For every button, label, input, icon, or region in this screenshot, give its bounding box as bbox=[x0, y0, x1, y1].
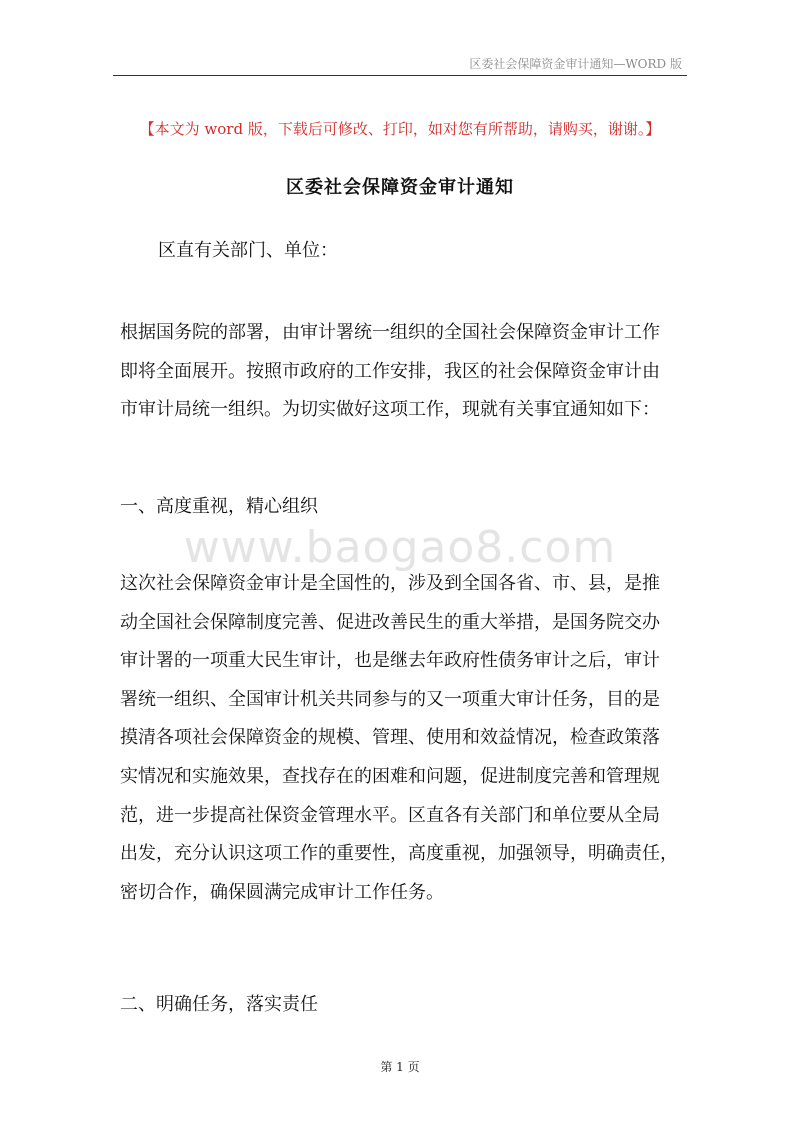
paragraph-line: 根据国务院的部署，由审计署统一组织的全国社会保障资金审计工作 bbox=[120, 322, 660, 343]
paragraph-line: 密切合作，确保圆满完成审计工作任务。 bbox=[120, 881, 444, 903]
paragraph-line: 出发，充分认识这项工作的重要性，高度重视，加强领导，明确责任， bbox=[120, 843, 678, 865]
salutation: 区直有关部门、单位： bbox=[158, 240, 338, 261]
watermark: www.baogao8.com bbox=[183, 522, 617, 573]
paragraph-line: 实情况和实施效果，查找存在的困难和问题，促进制度完善和管理规 bbox=[120, 765, 660, 787]
paragraph-line: 摸清各项社会保障资金的规模、管理、使用和效益情况，检查政策落 bbox=[120, 727, 660, 749]
paragraph-line: 这次社会保障资金审计是全国性的，涉及到全国各省、市、县，是推 bbox=[120, 573, 660, 594]
paragraph-line: 即将全面展开。按照市政府的工作安排，我区的社会保障资金审计由 bbox=[120, 360, 660, 382]
paragraph-intro bbox=[120, 314, 686, 430]
paragraph-line: 审计署的一项重大民生审计，也是继去年政府性债务审计之后，审计 bbox=[120, 650, 660, 672]
paragraph-line: 市审计局统一组织。为切实做好这项工作，现就有关事宜通知如下： bbox=[120, 399, 660, 421]
paragraph-line: 动全国社会保障制度完善、促进改善民生的重大举措，是国务院交办 bbox=[120, 611, 660, 633]
page-number: 第 1 页 bbox=[380, 1060, 420, 1074]
purchase-notice: 【本文为 word 版，下载后可修改、打印，如对您有所帮助，请购买，谢谢。】 bbox=[139, 120, 661, 138]
section-heading-2: 二、明确任务，落实责任 bbox=[120, 994, 318, 1015]
running-header: 区委社会保障资金审计通知—WORD 版 bbox=[469, 57, 682, 71]
section-heading-1: 一、高度重视，精心组织 bbox=[120, 496, 318, 517]
paragraph-body bbox=[120, 565, 686, 912]
header-divider bbox=[113, 75, 687, 76]
document-title: 区委社会保障资金审计通知 bbox=[286, 177, 514, 198]
paragraph-line: 署统一组织、全国审计机关共同参与的又一项重大审计任务，目的是 bbox=[120, 688, 660, 710]
paragraph-line: 范，进一步提高社保资金管理水平。区直各有关部门和单位要从全局 bbox=[120, 804, 660, 826]
